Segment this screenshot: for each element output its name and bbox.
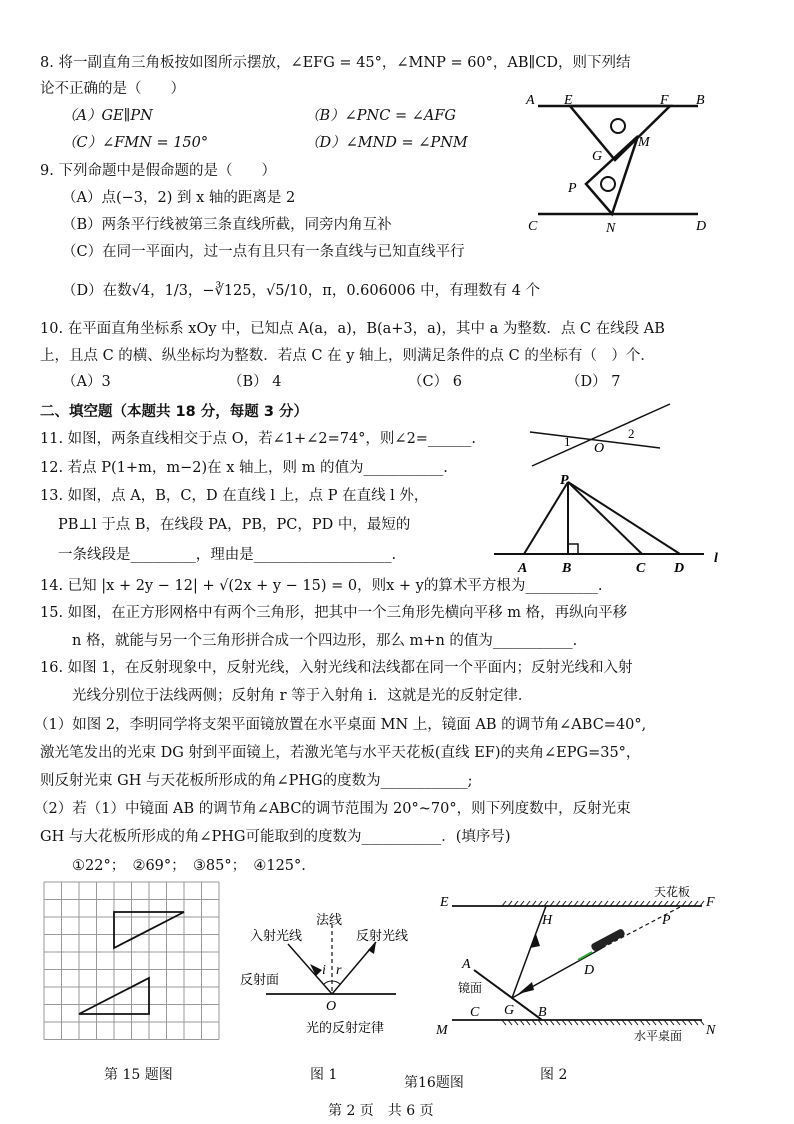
figure-2-label-c: C	[470, 1005, 480, 1020]
figure-1-r-label: r	[336, 963, 342, 978]
q10-option-a: （A）3	[62, 374, 111, 390]
figure-2-ceiling-label: 天花板	[654, 885, 691, 899]
q12-text: 12. 若点 P(1+m，m−2)在 x 轴上，则 m 的值为___________.	[40, 460, 448, 476]
figure-2-label-b: B	[538, 1005, 547, 1020]
figure-2-label-n: N	[706, 1023, 716, 1038]
q8-label-a: A	[526, 93, 535, 108]
figure-1-i-label: i	[322, 963, 326, 978]
q8-option-c: （C）∠FMN = 150°	[62, 135, 209, 151]
figure-2-label-a: A	[462, 957, 471, 972]
q8-stem-line1: 8. 将一副直角三角板按如图所示摆放，∠EFG = 45°，∠MNP = 60°，AB∥CD，则下列结	[40, 55, 631, 71]
q15-line2: n 格，就能与另一个三角形拼合成一个四边形，那么 m+n 的值为___________.	[72, 633, 578, 649]
section-2-title: 二、填空题（本题共 18 分，每题 3 分）	[40, 404, 308, 420]
page-footer: 第 2 页 共 6 页	[328, 1103, 434, 1119]
q9-option-b: （B）两条平行线被第三条直线所截，同旁内角互补	[62, 217, 392, 233]
q8-label-b: B	[696, 93, 705, 108]
q16-line4: 激光笔发出的光束 DG 射到平面镜上，若激光笔与水平天花板(直线 EF)的夹角∠EPG=35°，	[40, 745, 641, 761]
q10-option-d: （D） 7	[566, 374, 621, 390]
q8-option-a: （A）GE∥PN	[62, 108, 153, 124]
q8-label-c: C	[528, 219, 538, 234]
q8-label-n: N	[606, 221, 616, 236]
q11-label-1: 1	[564, 434, 571, 449]
figure-2-label-d: D	[584, 963, 595, 978]
figure-2-label-e: E	[440, 895, 449, 910]
figure-1-surface-label: 反射面	[240, 972, 280, 987]
q11-text: 11. 如图，两条直线相交于点 O，若∠1+∠2=74°，则∠2=______.	[40, 431, 477, 447]
q13-label-a: A	[518, 561, 528, 576]
q10-stem-line1: 10. 在平面直角坐标系 xOy 中，已知点 A(a，a)，B(a+3，a)，其中 a 为整数．点 C 在线段 AB	[40, 321, 665, 337]
q10-stem-line2: 上，且点 C 的横、纵坐标均为整数．若点 C 在 y 轴上，则满足条件的点 C 的坐标有（ ）个．	[40, 348, 655, 364]
q8-figure	[520, 88, 750, 238]
q11-figure	[524, 400, 674, 470]
q16-line2: 光线分别位于法线两侧；反射角 r 等于入射角 i．这就是光的反射定律．	[72, 688, 533, 704]
q8-stem-line2: 论不正确的是（ ）	[40, 81, 185, 97]
q9-option-d: （D）在数√4，1/3，−∛125，√5/10，π，0.606006 中，有理数有 4 个	[62, 283, 541, 299]
q11-label-2: 2	[628, 426, 635, 441]
figure-2-label-f: F	[706, 895, 715, 910]
q10-option-c: （C） 6	[408, 374, 462, 390]
q8-option-b: （B）∠PNC = ∠AFG	[305, 108, 456, 124]
figure-1-reflection	[236, 902, 426, 1052]
q13-line3: 一条线段是_________，理由是___________________.	[58, 547, 397, 563]
q16-line3: （1）如图 2，李明同学将支架平面镜放置在水平桌面 MN 上，镜面 AB 的调节角∠ABC=40°,	[34, 717, 647, 733]
q16-line1: 16. 如图 1，在反射现象中，反射光线，入射光线和法线都在同一个平面内；反射光线和入射	[40, 660, 633, 676]
figure-2-label-p: P	[662, 913, 671, 928]
q13-line2: PB⊥l 于点 B，在线段 PA，PB，PC，PD 中，最短的	[58, 517, 411, 533]
q15-line1: 15. 如图，在正方形网格中有两个三角形，把其中一个三角形先横向平移 m 格，再纵向平移	[40, 605, 628, 621]
q10-option-b: （B） 4	[228, 374, 282, 390]
figure-2-mirror	[432, 885, 732, 1048]
q13-label-l: l	[714, 551, 718, 566]
q8-label-d: D	[696, 219, 707, 234]
q11-label-o: O	[594, 441, 605, 456]
figure-2-label-h: H	[542, 913, 553, 928]
figure-1-reflected-label: 反射光线	[356, 928, 409, 943]
q8-label-f: F	[660, 93, 669, 108]
q16-line6: （2）若（1）中镜面 AB 的调节角∠ABC的调节范围为 20°~70°，则下列度数中，反射光束	[34, 801, 631, 817]
q13-label-d: D	[674, 561, 685, 576]
q8-label-e: E	[564, 93, 573, 108]
figure-2-desk-label: 水平桌面	[634, 1029, 683, 1043]
q13-label-c: C	[636, 561, 646, 576]
q13-line1: 13. 如图，点 A，B，C，D 在直线 l 上，点 P 在直线 l 外，	[40, 488, 429, 504]
q9-option-c: （C）在同一平面内，过一点有且只有一条直线与已知直线平行	[62, 244, 465, 260]
figure-1-law-label: 光的反射定律	[306, 1020, 385, 1035]
q8-label-g: G	[592, 149, 603, 164]
figure-2-label-g: G	[504, 1003, 515, 1018]
q8-label-m: M	[638, 135, 650, 150]
q13-label-p: P	[560, 473, 569, 488]
q13-label-b: B	[562, 561, 572, 576]
q16-line7: GH 与大花板所形成的角∠PHG可能取到的度数为___________．(填序号)	[40, 829, 511, 845]
q13-figure	[492, 472, 732, 582]
q15-grid-figure	[44, 882, 229, 1047]
caption-fig1: 图 1	[310, 1067, 338, 1083]
figure-2-label-m: M	[436, 1023, 448, 1038]
q9-stem: 9. 下列命题中是假命题的是（ ）	[40, 163, 276, 179]
caption-q16: 第16题图	[404, 1075, 464, 1091]
q14-text: 14. 已知 |x + 2y − 12| + √(2x + y − 15) = 0，则x + y的算术平方根为__________.	[40, 578, 603, 594]
caption-q15: 第 15 题图	[104, 1067, 173, 1083]
q9-option-a: （A）点(−3，2) 到 x 轴的距离是 2	[62, 190, 296, 206]
q16-line5: 则反射光束 GH 与天花板所形成的角∠PHG的度数为____________;	[40, 773, 473, 789]
figure-1-normal-label: 法线	[316, 912, 343, 927]
q16-options: ①22°； ②69°； ③85°； ④125°.	[72, 858, 306, 874]
figure-1-incident-label: 入射光线	[250, 928, 303, 943]
q8-option-d: （D）∠MND = ∠PNM	[305, 135, 468, 151]
figure-1-o-label: O	[326, 999, 337, 1014]
figure-2-mirror-label: 镜面	[458, 981, 483, 995]
caption-fig2: 图 2	[540, 1067, 568, 1083]
q8-label-p: P	[568, 181, 577, 196]
